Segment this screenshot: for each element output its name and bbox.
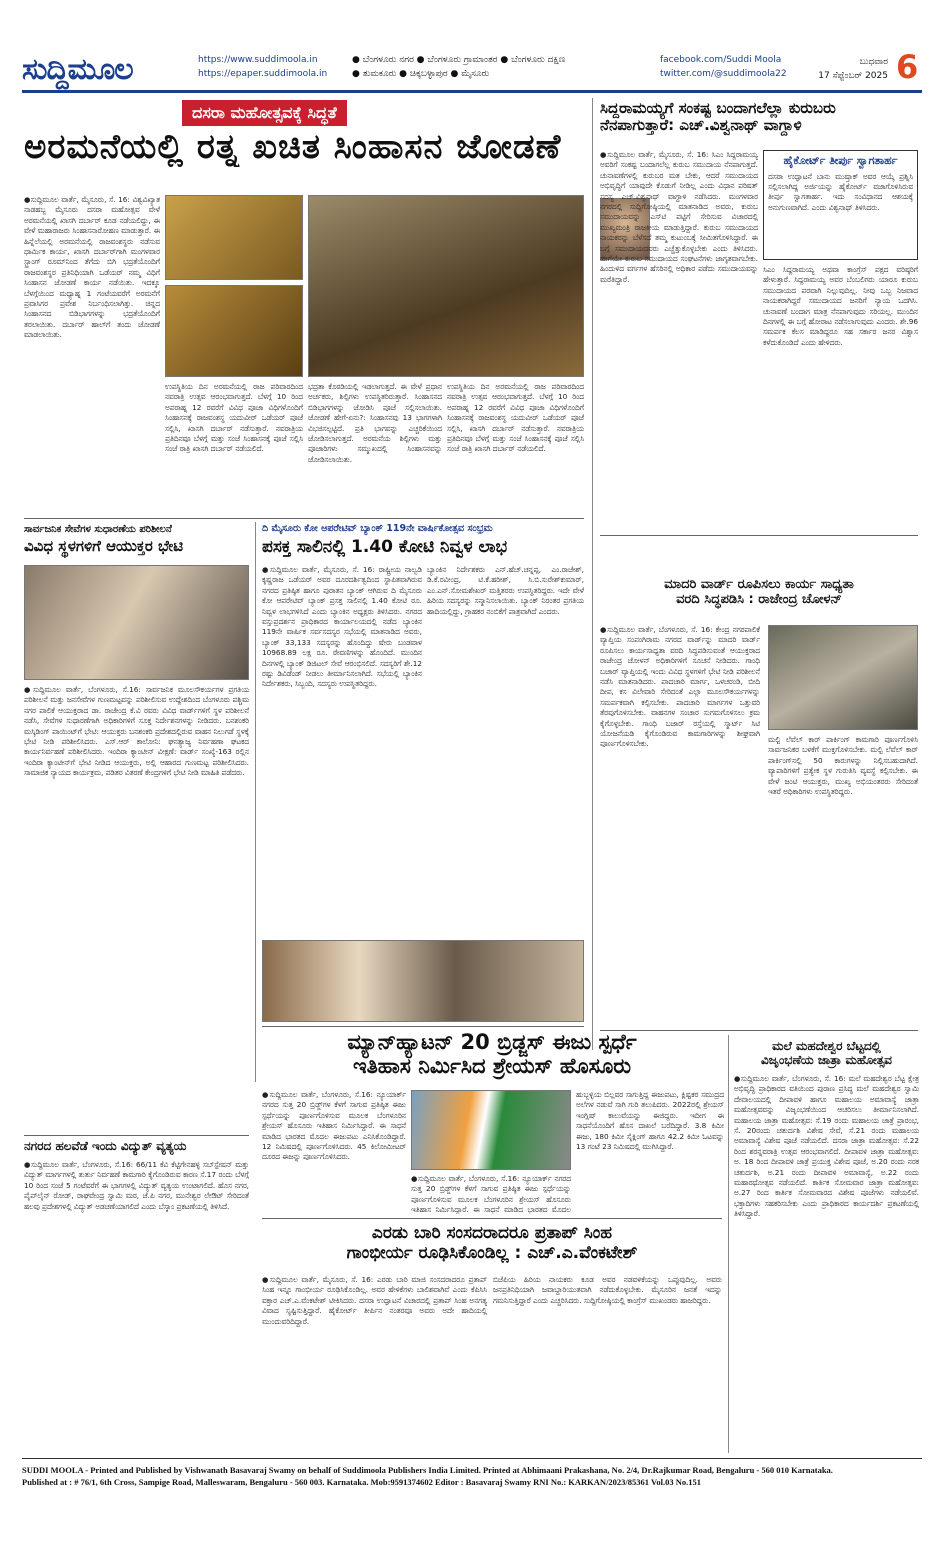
footer-rule	[22, 1458, 922, 1459]
power-text: ●ಸುದ್ದಿಮೂಲ ವಾರ್ತೆ, ಬೆಂಗಳೂರು, ಸೆ.16: 66/11 ಕೆವಿ ಕೆಟ್ಟಿಗೇನಹಳ್ಳಿ ಸಬ್‌ಸ್ಟೇಷನ್ ಮತ್ತು ವಿದ್ಯುತ್ ಮಾರ್ಗಗಳಲ್ಲಿ ತುರ್ತು ನಿರ್ವಹಣೆ ಕಾಮಗಾರಿ ಕೈಗೊಂಡಿರುವ ಕಾರಣ ಸೆ.17 ರಂದು ಬೆಳಗ್ಗೆ 10 ರಿಂದ ಸಂಜೆ 5 ಗಂಟೆವರೆಗೆ ಈ ಭಾಗಗಳಲ್ಲಿ ವಿದ್ಯುತ್ ವ್ಯತ್ಯಯ ಉಂಟಾಗಲಿದೆ. ಹೊಸ ನಗರ, ಪೈಪ್‌ಲೈನ್ ರೋಡ್, ರಾಘವೇಂದ್ರ ಸ್ವಾಮಿ ಮಠ, ಜೆ.ಪಿ ನಗರ, ಮುನೇಶ್ವರ ಲೇಔಟ್ ಸೇರಿದಂತೆ ಹಲವು ಪ್ರದೇಶಗಳಲ್ಲಿ ವಿದ್ಯುತ್ ಅಡಚಣೆಯಾಗಲಿದೆ ಎಂದು ಬೆಸ್ಕಾಂ ಪ್ರಕಟಣೆಯಲ್ಲಿ ತಿಳಿಸಿದೆ.	[24, 1160, 249, 1211]
epaper-link[interactable]: https://epaper.suddimoola.in	[198, 69, 328, 79]
footer-line-1: SUDDI MOOLA - Printed and Published by Vishwanath Basavaraj Swamy on behalf of Suddimoola Publishers India Limited. Printed at Abhimaani Prakashana, No. 2/4, Dr.Rajkumar Road, Bengaluru - 560 010 Karnataka.	[22, 1465, 833, 1475]
high-court-box	[763, 150, 918, 260]
column-rule-1	[592, 98, 593, 558]
site-link[interactable]: https://www.suddimoola.in	[198, 55, 318, 65]
power-headline: ನಗರದ ಹಲವೆಡೆ ಇಂದು ವಿದ್ಯುತ್ ವ್ಯತ್ಯಯ	[24, 1139, 187, 1153]
ward-column-1: ●ಸುದ್ದಿಮೂಲ ವಾರ್ತೆ, ಬೆಂಗಳೂರು, ಸೆ. 16: ಕೇಂದ್ರ ನಗರಪಾಲಿಕೆ ವ್ಯಾಪ್ತಿಯ ಸಂಪಂಗಿರಾಮ ನಗರದ ವಾರ್ಡ್‌ನ್ನು ಮಾದರಿ ವಾರ್ಡ್ ರೂಪಿಸಲು ಕಾರ್ಯಸಾಧ್ಯತಾ ವರದಿ ಸಿದ್ಧಪಡಿಸುವಂತೆ ಆಯುಕ್ತರಾದ ರಾಜೇಂದ್ರ ಚೋಳನ್ ಅಧಿಕಾರಿಗಳಿಗೆ ಸೂಚನೆ ನೀಡಿದರು. ಗಾಂಧಿ ಬಜಾರ್ ವ್ಯಾಪ್ತಿಯಲ್ಲಿ ಇಂದು ವಿವಿಧ ಸ್ಥಳಗಳಿಗೆ ಭೇಟಿ ನೀಡಿ ಪರಿಶೀಲನೆ ನಡೆಸಿ ಮಾತನಾಡಿದರು. ಪಾದಚಾರಿ ಮಾರ್ಗ, ಒಳಚರಂಡಿ, ಬೀದಿ ದೀಪ, ಕಸ ವಿಲೇವಾರಿ ಸೇರಿದಂತೆ ಎಲ್ಲಾ ಮೂಲಸೌಕರ್ಯಗಳನ್ನು ಸಮರ್ಪಕವಾಗಿ ಕಲ್ಪಿಸಬೇಕು. ಪಾದಚಾರಿ ಮಾರ್ಗಗಳ ಒತ್ತುವರಿ ತೆರವುಗೊಳಿಸಬೇಕು. ವಾಹನಗಳ ಸಂಚಾರ ಸುಗಮಗೊಳಿಸಲು ಕ್ರಮ ಕೈಗೊಳ್ಳಬೇಕು. ಗಾಂಧಿ ಬಜಾರ್ ರಸ್ತೆಯಲ್ಲಿ ಸ್ಮಾರ್ಟ್ ಸಿಟಿ ಯೋಜನೆಯಡಿ ಕೈಗೊಂಡಿರುವ ಕಾಮಗಾರಿಗಳನ್ನು ಶೀಘ್ರವಾಗಿ ಪೂರ್ಣಗೊಳಿಸಬೇಕು.	[600, 625, 760, 749]
tax-text: ●ಸುದ್ದಿಮೂಲ ವಾರ್ತೆ, ಬೆಂಗಳೂರು, ಸೆ.16: ಸಾರ್ವಜನಿಕ ಮೂಲಸೌಕರ್ಯಗಳ ಪ್ರಗತಿಯ ಪರಿಶೀಲನೆ ಮತ್ತು ಜನಸೇವೆಗಳ ಗುಣಮಟ್ಟವನ್ನು ಪರಿಶೀಲಿಸುವ ಉದ್ದೇಶದಿಂದ ಬೆಂಗಳೂರು ಪಶ್ಚಿಮ ನಗರ ಪಾಲಿಕೆ ಆಯುಕ್ತರಾದ ಡಾ. ರಾಜೇಂದ್ರ ಕೆ.ವಿ ರವರು ವಿವಿಧ ವಾರ್ಡ್‌ಗಳಿಗೆ ಸ್ಥಳ ಪರಿಶೀಲನೆ ನಡೆಸಿ, ಸೇವೆಗಳ ಸುಧಾರಣೆಗಾಗಿ ಅಧಿಕಾರಿಗಳಿಗೆ ಸೂಕ್ತ ನಿರ್ದೇಶನಗಳನ್ನು ನೀಡಿದರು. ಬನಶಂಕರಿ ಮಸ್ಕಿಡಿಂಗ್ ಪಾಯಿಂಟ್‌ಗೆ ಭೇಟಿ: ಆಯುಕ್ತರು ಬನಶಂಕರಿ ಪ್ರದೇಶದಲ್ಲಿರುವ ವಾಹನ ನಿಲುಗಡೆ ಸ್ಥಳಕ್ಕೆ ಭೇಟಿ ನೀಡಿ ಪರಿಶೀಲಿಸಿದರು. ಎಸ್.ಆರ್ ಕಾಲೋನಿ: ಘನತ್ಯಾಜ್ಯ ನಿರ್ವಹಣಾ ಘಟಕದ ಕಾರ್ಯನಿರ್ವಹಣೆ ಪರಿಶೀಲಿಸಿದರು. ಇಂದಿರಾ ಕ್ಯಾಂಟೀನ್ ವೀಕ್ಷಣೆ: ವಾರ್ಡ್ ಸಂಖ್ಯೆ-163 ರಲ್ಲಿನ ಇಂದಿರಾ ಕ್ಯಾಂಟೀನ್‌ಗೆ ಭೇಟಿ ನೀಡಿದ ಆಯುಕ್ತರು, ಅಲ್ಲಿ ಆಹಾರದ ಗುಣಮಟ್ಟ ಪರಿಶೀಲಿಸಿದರು. ಸಾಮಾಜಿಕ ನ್ಯಾಯದ ಕಾರ್ಯಕ್ರಮ, ಪಡಿತರ ವಿತರಣೆ ಕೇಂದ್ರಗಳಿಗೆ ಭೇಟಿ ನೀಡಿ ಮಾಹಿತಿ ಪಡೆದರು.	[24, 685, 249, 778]
manhattan-column-1: ●ಸುದ್ದಿಮೂಲ ವಾರ್ತೆ, ಬೆಂಗಳೂರು, ಸೆ.16: ನ್ಯೂಯಾರ್ಕ್ ನಗರದ ಸುತ್ತ 20 ಬ್ರಿಡ್ಜ್‌ಗಳ ಕೆಳಗೆ ಸಾಗುವ ಪ್ರತಿಷ್ಠಿತ ಈಜು ಸ್ಪರ್ಧೆಯನ್ನು ಪೂರ್ಣಗೊಳಿಸುವ ಮೂಲಕ ಬೆಂಗಳೂರಿನ ಶ್ರೇಯಸ್ ಹೊಸೂರು ಇತಿಹಾಸ ನಿರ್ಮಿಸಿದ್ದಾರೆ. ಈ ಸಾಧನೆ ಮಾಡಿದ ಭಾರತದ ಮೊದಲ ಈಜುಪಟು ಎನಿಸಿಕೊಂಡಿದ್ದಾರೆ. 12 ನಿಮಿಷದಲ್ಲಿ ಪೂರ್ಣಗೊಳಿಸಿದರು. 45 ಕಿಲೋಮೀಟರ್ ದೂರದ ಈಜನ್ನು ಪೂರ್ಣಗೊಳಿಸಿದರು.	[262, 1090, 406, 1162]
bank-column-1: ●ಸುದ್ದಿಮೂಲ ವಾರ್ತೆ, ಮೈಸೂರು, ಸೆ. 16: ರಾಷ್ಟ್ರೀಯ ನಾಲ್ವಡಿ ಕೃಷ್ಣರಾಜ ಒಡೆಯರ್ ಅವರ ದೂರದರ್ಶಿತ್ವದಿಂದ ಸ್ಥಾಪಿತವಾಗಿರುವ ನಗರದ ಪ್ರತಿಷ್ಠಿತ ಹಾಗೂ ಪುರಾತನ ಬ್ಯಾಂಕ್ ಆಗಿರುವ ದಿ ಮೈಸೂರು ಕೋ ಆಪರೇಟಿವ್ ಬ್ಯಾಂಕ್ ಪ್ರಸಕ್ತ ಸಾಲಿನಲ್ಲಿ 1.40 ಕೋಟಿ ರೂ. ನಿವ್ವಳ ಲಾಭಗಳಿಸಿದೆ ಎಂದು ಬ್ಯಾಂಕಿನ ಅಧ್ಯಕ್ಷರು ತಿಳಿಸಿದರು. ನಗರದ ವಸ್ತುಪ್ರದರ್ಶನ ಪ್ರಾಧಿಕಾರದ ಕಾರ್ಯಾಲಯದಲ್ಲಿ ನಡೆದ ಬ್ಯಾಂಕಿನ 119ನೇ ವಾರ್ಷಿಕ ಸರ್ವಸದಸ್ಯರ ಸಭೆಯಲ್ಲಿ ಮಾತನಾಡಿದ ಅವರು, ಬ್ಯಾಂಕ್ 33,133 ಸದಸ್ಯರನ್ನು ಹೊಂದಿದ್ದು ಷೇರು ಬಂಡವಾಳ 10968.89 ಲಕ್ಷ ರೂ. ಠೇವಣಿಗಳನ್ನು ಹೊಂದಿದೆ. ಮುಂದಿನ ದಿನಗಳಲ್ಲಿ ಬ್ಯಾಂಕ್ ಡಿಜಿಟಲ್ ಸೇವೆ ಆರಂಭಿಸಲಿದೆ. ಸದಸ್ಯರಿಗೆ ಶೇ.12 ರಷ್ಟು ಡಿವಿಡೆಂಡ್ ನೀಡಲು ತೀರ್ಮಾನಿಸಲಾಗಿದೆ. ಸಭೆಯಲ್ಲಿ ಬ್ಯಾಂಕಿನ ನಿರ್ದೇಶಕರು, ಸಿಬ್ಬಂದಿ, ಸದಸ್ಯರು ಉಪಸ್ಥಿತರಿದ್ದರು.	[262, 565, 422, 689]
tax-photo	[24, 565, 249, 680]
lead-column-4: ಉಪಸ್ಥಿತಿಯ ದಿನ ಅರಮನೆಯಲ್ಲಿ ರಾಜ ಪರಿವಾರದಿಂದ ನವರಾತ್ರಿ ಉತ್ಸವ ಆರಂಭವಾಗುತ್ತದೆ. ಬೆಳಗ್ಗೆ 10 ರಿಂದ ಅಪರಾಹ್ನ 12 ರವರೆಗೆ ವಿವಿಧ ಪೂಜಾ ವಿಧಿಗಳೊಂದಿಗೆ ಸಿಂಹಾಸನಕ್ಕೆ ರಾಜವಂಶಸ್ಥ ಯದುವೀರ್ ಒಡೆಯರ್ ಪೂಜೆ ಸಲ್ಲಿಸಿ, ಖಾಸಗಿ ದರ್ಬಾರ್ ನಡೆಸುತ್ತಾರೆ. ನವರಾತ್ರಿಯ ಪ್ರತಿದಿನವೂ ಬೆಳಗ್ಗೆ ಮತ್ತು ಸಂಜೆ ಸಿಂಹಾಸನಕ್ಕೆ ಪೂಜೆ ಸಲ್ಲಿಸಿ ಸಂಜೆ ರಾತ್ರಿ ಖಾಸಗಿ ದರ್ಬಾರ್ ನಡೆಯಲಿದೆ.	[447, 382, 584, 454]
manhattan-headline-line-2: ಇತಿಹಾಸ ನಿರ್ಮಿಸಿದ ಶ್ರೇಯಸ್ ಹೊಸೂರು	[352, 1054, 632, 1079]
pratap-column-1: ●ಸುದ್ದಿಮೂಲ ವಾರ್ತೆ, ಮೈಸೂರು, ಸೆ. 16: ಎರಡು ಬಾರಿ ಮಾಜಿ ಸಂಸದರಾದರೂ ಪ್ರತಾಪ್ ಸಿಂಹ ಇನ್ನೂ ಗಾಂಭೀರ್ಯ ರೂಢಿಸಿಕೊಂಡಿಲ್ಲ. ಅವರ ಹೇಳಿಕೆಗಳು ಬಾಲಿಶವಾಗಿವೆ ಎಂದು ಕೆಪಿಸಿಸಿ ವಕ್ತಾರ ಎಚ್.ಎ.ವೆಂಕಟೇಶ್ ಟೀಕಿಸಿದರು. ದಸರಾ ಉದ್ಘಾಟನೆ ವಿಚಾರದಲ್ಲಿ ಪ್ರತಾಪ್ ಸಿಂಹ ಅನಗತ್ಯ ವಿವಾದ ಸೃಷ್ಟಿಸುತ್ತಿದ್ದಾರೆ. ಹೈಕೋರ್ಟ್ ತೀರ್ಪಿನ ನಂತರವೂ ಅವರು ಅದೇ ಹಾದಿಯಲ್ಲಿ ಮುಂದುವರಿದಿದ್ದಾರೆ.	[262, 1275, 487, 1326]
date-label: 17 ಸೆಪ್ಟೆಂಬರ್ 2025	[818, 71, 888, 81]
masthead-date	[812, 55, 888, 83]
siddu-divider	[600, 535, 918, 536]
manhattan-divider	[262, 1218, 722, 1219]
lead-column-1: ●ಸುದ್ದಿಮೂಲ ವಾರ್ತೆ, ಮೈಸೂರು, ಸೆ. 16: ವಿಶ್ವವಿಖ್ಯಾತ ನಾಡಹಬ್ಬ ಮೈಸೂರು ದಸರಾ ಮಹೋತ್ಸವ ವೇಳೆ ಅರಮನೆಯಲ್ಲಿ ಖಾಸಗಿ ದರ್ಬಾರ್ ಕೂಡ ನಡೆಯಲಿದ್ದು, ಈ ವೇಳೆ ಮಹಾರಾಜರು ಸಿಂಹಾಸನಾರೋಹಣ ಮಾಡುತ್ತಾರೆ. ಈ ಹಿನ್ನೆಲೆಯಲ್ಲಿ ಅರಮನೆಯಲ್ಲಿ ರಾಜವಂಶಸ್ಥರು ನಡೆಸುವ ಧಾರ್ಮಿಕ ಕಾರ್ಯ, ಖಾಸಗಿ ದರ್ಬಾರ್‌ಗಾಗಿ ಮಂಗಳವಾರ ಸ್ಟ್ರಾಂಗ್ ರೂಮ್‌ನಿಂದ ತೆಗೆದು ಬಿಗಿ ಭದ್ರತೆಯೊಂದಿಗೆ ರಾಜವಂಶಸ್ಥರ ಪ್ರತಿನಿಧಿಯಾಗಿ ಒಡೆಯರ್ ನಮ್ಮ ವಿಧಿಗೆ ಸಿಂಹಾಸನ ಜೋಡಣೆ ಕಾರ್ಯ ನಡೆಯಿತು. ಇದಕ್ಕೂ ಬೆಳಗ್ಗೆಯಿಂದ ಮಧ್ಯಾಹ್ನ 1 ಗಂಟೆಯವರೆಗೆ ಅರಮನೆಗೆ ಪ್ರವಾಸಿಗರ ಪ್ರವೇಶ ನಿರ್ಬಂಧಿಸಲಾಗಿತ್ತು. ಚಿನ್ನದ ಸಿಂಹಾಸನದ ಬಿಡಿಭಾಗಗಳನ್ನು ಭದ್ರತೆಯೊಂದಿಗೆ ತರಲಾಯಿತು. ದರ್ಬಾರ್ ಹಾಲ್‌ಗೆ ತಂದು ಜೋಡಣೆ ಮಾಡಲಾಯಿತು.	[24, 195, 160, 340]
siddu-headline-line-1: ಸಿದ್ದರಾಮಯ್ಯಗೆ ಸಂಕಷ್ಟ ಬಂದಾಗಲೆಲ್ಲಾ ಕುರುಬರು	[600, 99, 836, 117]
ward-photo	[768, 625, 918, 730]
siddu-headline-line-2: ನೆನಪಾಗುತ್ತಾರೆ: ಎಚ್.ವಿಶ್ವನಾಥ್ ವಾಗ್ದಾಳಿ	[600, 116, 802, 135]
tax-headline: ವಿವಿಧ ಸ್ಥಳಗಳಿಗೆ ಆಯುಕ್ತರ ಭೇಟಿ	[24, 537, 183, 555]
footer-imprint	[22, 1464, 922, 1488]
column-rule-3	[592, 540, 593, 1050]
ward-headline	[600, 578, 918, 608]
lead-headline: ಅರಮನೆಯಲ್ಲಿ ರತ್ನ ಖಚಿತ ಸಿಂಹಾಸನ ಜೋಡಣೆ	[24, 128, 562, 167]
tax-divider	[24, 1135, 249, 1136]
bank-divider	[262, 1026, 584, 1027]
column-rule-4	[728, 1035, 729, 1453]
twitter-link[interactable]: twitter.com/@suddimoola22	[660, 69, 787, 79]
pratap-column-2: ಬಿಜೆಪಿಯ ಹಿರಿಯ ನಾಯಕರು ಕೂಡ ಅವರ ನಡವಳಿಕೆಯನ್ನು ಒಪ್ಪುವುದಿಲ್ಲ. ಅವರು ಜನಪ್ರತಿನಿಧಿಯಾಗಿ ಜವಾಬ್ದಾರಿಯುತವಾಗಿ ನಡೆದುಕೊಳ್ಳಬೇಕು. ಮೈಸೂರಿನ ಜನತೆ ಇದನ್ನು ಗಮನಿಸುತ್ತಿದ್ದಾರೆ ಎಂದು ಎಚ್ಚರಿಸಿದರು. ಸುದ್ದಿಗೋಷ್ಠಿಯಲ್ಲಿ ಕಾಂಗ್ರೆಸ್ ಮುಖಂಡರು ಹಾಜರಿದ್ದರು.	[493, 1275, 722, 1305]
masthead-rule	[22, 90, 922, 93]
page-number: 6	[896, 48, 919, 86]
lead-column-2: ಉಪಸ್ಥಿತಿಯ ದಿನ ಅರಮನೆಯಲ್ಲಿ ರಾಜ ಪರಿವಾರದಿಂದ ನವರಾತ್ರಿ ಉತ್ಸವ ಆರಂಭವಾಗುತ್ತದೆ. ಬೆಳಗ್ಗೆ 10 ರಿಂದ ಅಪರಾಹ್ನ 12 ರವರೆಗೆ ವಿವಿಧ ಪೂಜಾ ವಿಧಿಗಳೊಂದಿಗೆ ಸಿಂಹಾಸನಕ್ಕೆ ರಾಜವಂಶಸ್ಥ ಯದುವೀರ್ ಒಡೆಯರ್ ಪೂಜೆ ಸಲ್ಲಿಸಿ, ಖಾಸಗಿ ದರ್ಬಾರ್ ನಡೆಸುತ್ತಾರೆ. ನವರಾತ್ರಿಯ ಪ್ರತಿದಿನವೂ ಬೆಳಗ್ಗೆ ಮತ್ತು ಸಂಜೆ ಸಿಂಹಾಸನಕ್ಕೆ ಪೂಜೆ ಸಲ್ಲಿಸಿ ಸಂಜೆ ರಾತ್ರಿ ಖಾಸಗಿ ದರ್ಬಾರ್ ನಡೆಯಲಿದೆ.	[165, 382, 303, 454]
lead-divider	[24, 518, 584, 519]
throne-photo-1	[165, 195, 303, 280]
footer-line-2: Published at : # 76/1, 6th Cross, Sampige Road, Malleswaram, Bengaluru - 560 003. Karnataka. Mob:9591374602 Editor : Basavaraj Swamy RNI No.: KARKAN/2023/85361 Vol.03 No.151	[22, 1477, 701, 1487]
ward-headline-line-1: ಮಾದರಿ ವಾರ್ಡ್ ರೂಪಿಸಲು ಕಾರ್ಯ ಸಾಧ್ಯತಾ	[664, 577, 854, 592]
temple-headline-line-1: ಮಲೆ ಮಹದೇಶ್ವರ ಬೆಟ್ಟದಲ್ಲಿ	[772, 1039, 881, 1053]
masthead-social	[660, 53, 787, 81]
siddu-headline	[600, 100, 918, 135]
temple-text: ●ಸುದ್ದಿಮೂಲ ವಾರ್ತೆ, ಬೆಂಗಳೂರು, ಸೆ. 16: ಮಲೆ ಮಹದೇಶ್ವರ ಬೆಟ್ಟ ಕ್ಷೇತ್ರ ಅಭಿವೃದ್ಧಿ ಪ್ರಾಧಿಕಾರದ ವತಿಯಿಂದ ಪುರಾಣ ಪ್ರಸಿದ್ಧ ಮಲೆ ಮಹದೇಶ್ವರ ಸ್ವಾಮಿ ದೇವಾಲಯದಲ್ಲಿ ದೀಪಾವಳಿ ಹಾಗೂ ಮಹಾಲಯ ಅಮಾವಾಸ್ಯೆ ಜಾತ್ರಾ ಮಹೋತ್ಸವವನ್ನು ವಿಜೃಂಭಣೆಯಿಂದ ಆಚರಿಸಲು ತೀರ್ಮಾನಿಸಲಾಗಿದೆ. ಮಹಾಲಯ ಜಾತ್ರಾ ಮಹೋತ್ಸವ: ಸೆ.19 ರಂದು ಮಹಾಲಯ ಜಾತ್ರೆ ಪ್ರಾರಂಭ, ಸೆ. 20ರಂದು ಚತುರ್ದಶಿ ವಿಶೇಷ ಸೇವೆ, ಸೆ.21 ರಂದು ಮಹಾಲಯ ಅಮಾವಾಸ್ಯೆ ವಿಶೇಷ ಪೂಜೆ ನಡೆಯಲಿದೆ. ದಸರಾ ಜಾತ್ರಾ ಮಹೋತ್ಸವ: ಸೆ.22 ರಿಂದ ಶರನ್ನವರಾತ್ರಿ ಉತ್ಸವ ಆರಂಭವಾಗಲಿದೆ. ದೀಪಾವಳಿ ಜಾತ್ರಾ ಮಹೋತ್ಸವ: ಅ. 18 ರಿಂದ ದೀಪಾವಳಿ ಜಾತ್ರೆ ಪ್ರಯುಕ್ತ ವಿಶೇಷ ಪೂಜೆ, ಅ.20 ರಂದು ನರಕ ಚತುರ್ದಶಿ, ಅ.21 ರಂದು ದೀಪಾವಳಿ ಅಮಾವಾಸ್ಯೆ, ಅ.22 ರಂದು ಮಹಾರಥೋತ್ಸವ ನಡೆಯಲಿದೆ. ಕಾರ್ತಿಕ ಸೋಮವಾರ ಜಾತ್ರಾ ಮಹೋತ್ಸವ: ಅ.27 ರಿಂದ ಕಾರ್ತಿಕ ಸೋಮವಾರದ ವಿಶೇಷ ಪೂಜೆಗಳು ನಡೆಯಲಿವೆ. ಭಕ್ತಾದಿಗಳು ಸಹಕರಿಸಬೇಕು ಎಂದು ಪ್ರಾಧಿಕಾರದ ಕಾರ್ಯದರ್ಶಿ ಪ್ರಕಟಣೆಯಲ್ಲಿ ತಿಳಿಸಿದ್ದಾರೆ.	[734, 1074, 919, 1219]
facebook-link[interactable]: facebook.com/Suddi Moola	[660, 55, 782, 65]
pratap-headline-line-1: ಎರಡು ಬಾರಿ ಸಂಸದರಾದರೂ ಪ್ರತಾಪ್ ಸಿಂಹ	[371, 1223, 613, 1243]
tax-kicker: ಸಾರ್ವಜನಿಕ ಸೇವೆಗಳ ಸುಧಾರಣೆಯ ಪರಿಶೀಲನೆ	[24, 524, 172, 535]
masthead-cities	[352, 53, 565, 81]
bank-headline: ಪಸಕ್ತ ಸಾಲಿನಲ್ಲಿ 1.40 ಕೋಟಿ ನಿವ್ವಳ ಲಾಭ	[262, 537, 508, 557]
lead-column-3: ಭದ್ರತಾ ಕೊಠಡಿಯಲ್ಲಿ ಇಡಲಾಗುತ್ತದೆ. ಈ ವೇಳೆ ಪ್ರಧಾನ ಅರ್ಚಕರು, ಶಿಲ್ಪಿಗಳು ಉಪಸ್ಥಿತರಿರುತ್ತಾರೆ. ಸಿಂಹಾಸನದ ಬಿಡಿಭಾಗಗಳನ್ನು ಜೋಡಿಸಿ ಪೂಜೆ ಸಲ್ಲಿಸಲಾಯಿತು. ಜೋಡಣೆ ಹೇಗೆ-ಏನು?: ಸಿಂಹಾಸನವು 13 ಭಾಗಗಳಾಗಿ ವಿಭಜಿಸಲ್ಪಟ್ಟಿದೆ. ಪ್ರತಿ ಭಾಗವನ್ನು ಎಚ್ಚರಿಕೆಯಿಂದ ಜೋಡಿಸಲಾಗುತ್ತದೆ. ಅರಮನೆಯ ಶಿಲ್ಪಿಗಳು ಮತ್ತು ಪೂಜಾರಿಗಳು ಸಮ್ಮುಖದಲ್ಲಿ ಸಿಂಹಾಸನವನ್ನು ಜೋಡಿಸಲಾಯಿತು.	[308, 382, 442, 464]
bank-kicker: ದಿ ಮೈಸೂರು ಕೋ ಆಪರೇಟಿವ್ ಬ್ಯಾಂಕ್ 119ನೇ ವಾರ್ಷಿಕೋತ್ಸವ ಸಂಭ್ರಮ	[262, 523, 493, 534]
siddu-column-1: ●ಸುದ್ದಿಮೂಲ ವಾರ್ತೆ, ಮೈಸೂರು, ಸೆ. 16: ಸಿಎಂ ಸಿದ್ದರಾಮಯ್ಯ ಅವರಿಗೆ ಸಂಕಷ್ಟ ಬಂದಾಗಲೆಲ್ಲ ಕುರುಬ ಸಮುದಾಯ ನೆನಪಾಗುತ್ತದೆ. ಚುನಾವಣೆಗಳಲ್ಲಿ ಕುರುಬರ ಮತ ಬೇಕು, ಆದರೆ ಸಮುದಾಯದ ಅಭಿವೃದ್ಧಿಗೆ ಯಾವುದೇ ಕೊಡುಗೆ ನೀಡಿಲ್ಲ ಎಂದು ವಿಧಾನ ಪರಿಷತ್ ಸದಸ್ಯ ಎಚ್.ವಿಶ್ವನಾಥ್ ವಾಗ್ದಾಳಿ ನಡೆಸಿದರು. ಮಂಗಳವಾರ ನಗರದಲ್ಲಿ ಸುದ್ದಿಗೋಷ್ಠಿಯಲ್ಲಿ ಮಾತನಾಡಿದ ಅವರು, ಕುರುಬ ಸಮುದಾಯವನ್ನು ಎಸ್‌ಟಿ ಪಟ್ಟಿಗೆ ಸೇರಿಸುವ ವಿಚಾರದಲ್ಲಿ ಮುಖ್ಯಮಂತ್ರಿ ರಾಜಕೀಯ ಮಾಡುತ್ತಿದ್ದಾರೆ. ಕುರುಬ ಸಮುದಾಯದ ನಾಯಕರನ್ನು ಬೆಳೆಸದೆ ತಮ್ಮ ಕುಟುಂಬಕ್ಕೆ ಸೀಮಿತಗೊಳಿಸಿದ್ದಾರೆ. ಈ ಬಗ್ಗೆ ಸಮುದಾಯದವರು ಎಚ್ಚೆತ್ತುಕೊಳ್ಳಬೇಕು ಎಂದು ತಿಳಿಸಿದರು. ಹಾಗೆಯೇ ಕುರುಬ ಸಮುದಾಯದ ಸಂಘಟನೆಗಳು ಜಾಗೃತವಾಗಬೇಕು. ಹಿಂದುಳಿದ ವರ್ಗಗಳ ಹೆಸರಿನಲ್ಲಿ ಅಧಿಕಾರ ಪಡೆದು ಸಮುದಾಯವನ್ನು ಮರೆತಿದ್ದಾರೆ.	[600, 150, 758, 284]
throne-photo-2	[165, 285, 303, 377]
manhattan-column-2: ಹುಬ್ಬಳ್ಳಿಯ ಬಿಲ್ಲವರ ಸಾಗುತ್ತಿದ್ದ ಈಜುಪಟು, ಕ್ಲಿಷ್ಟಕರ ಸಮುದ್ರದ ಅಲೆಗಳ ನಡುವೆ ಸಾಗಿ ಗುರಿ ತಲುಪಿದರು. 2022ರಲ್ಲಿ ಶ್ರೇಯಸ್ ಇಂಗ್ಲಿಷ್ ಕಾಲುವೆಯನ್ನು ಈಜಿದ್ದರು. ಇದೀಗ ಈ ಸಾಧನೆಯೊಂದಿಗೆ ಹೊಸ ದಾಖಲೆ ಬರೆದಿದ್ದಾರೆ. 3.8 ಕಿಮೀ ಈಜು, 180 ಕಿಮೀ ಸೈಕ್ಲಿಂಗ್ ಹಾಗೂ 42.2 ಕಿಮೀ ಓಟವನ್ನು 13 ಗಂಟೆ 23 ನಿಮಿಷದಲ್ಲಿ ಮುಗಿಸಿದ್ದಾರೆ.	[576, 1090, 724, 1152]
column-rule-2	[255, 522, 256, 1082]
bank-column-2: ಬ್ಯಾಂಕಿನ ನಿರ್ದೇಶಕರು ಎನ್.ಹೆಚ್.ಚನ್ನಪ್ಪ, ಎಂ.ರಾಜೇಶ್, ಡಿ.ಕೆ.ರವೀಂದ್ರ, ಟಿ.ಕೆ.ಹರೀಶ್, ಸಿ.ಬಿ.ಸುರೇಶ್‌ಕುಮಾರ್, ಎಂ.ಎನ್.ಸೋಮಶೇಖರ್ ಮತ್ತಿತರರು ಉಪಸ್ಥಿತರಿದ್ದರು. ಇದೇ ವೇಳೆ ಹಿರಿಯ ಸದಸ್ಯರನ್ನು ಸನ್ಮಾನಿಸಲಾಯಿತು. ಬ್ಯಾಂಕ್ ನಿರಂತರ ಪ್ರಗತಿಯ ಹಾದಿಯಲ್ಲಿದ್ದು, ಗ್ರಾಹಕರ ನಂಬಿಕೆಗೆ ಪಾತ್ರವಾಗಿದೆ ಎಂದರು.	[427, 565, 584, 616]
manhattan-caption: ●ಸುದ್ದಿಮೂಲ ವಾರ್ತೆ, ಬೆಂಗಳೂರು, ಸೆ.16: ನ್ಯೂಯಾರ್ಕ್ ನಗರದ ಸುತ್ತ 20 ಬ್ರಿಡ್ಜ್‌ಗಳ ಕೆಳಗೆ ಸಾಗುವ ಪ್ರತಿಷ್ಠಿತ ಈಜು ಸ್ಪರ್ಧೆಯನ್ನು ಪೂರ್ಣಗೊಳಿಸುವ ಮೂಲಕ ಬೆಂಗಳೂರಿನ ಶ್ರೇಯಸ್ ಹೊಸೂರು ಇತಿಹಾಸ ನಿರ್ಮಿಸಿದ್ದಾರೆ. ಈ ಸಾಧನೆ ಮಾಡಿದ ಭಾರತದ ಮೊದಲ	[411, 1174, 571, 1214]
swimmer-photo	[411, 1090, 571, 1170]
palace-photo	[308, 195, 584, 377]
cities-line-1: ● ಬೆಂಗಳೂರು ನಗರ ● ಬೆಂಗಳೂರು ಗ್ರಾಮಾಂತರ ● ಬೆಂಗಳೂರು ದಕ್ಷಿಣ	[352, 55, 566, 65]
pratap-headline-line-2: ಗಾಂಭೀರ್ಯ ರೂಢಿಸಿಕೊಂಡಿಲ್ಲ : ಎಚ್.ಎ.ವೆಂಕಟೇಶ್	[346, 1242, 638, 1263]
manhattan-headline	[262, 1030, 722, 1078]
temple-headline-line-2: ವಿಜೃಂಭಣೆಯ ಜಾತ್ರಾ ಮಹೋತ್ಸವ	[760, 1052, 892, 1067]
high-court-text: ದಸರಾ ಉದ್ಘಾಟನೆ ಬಾನು ಮುಷ್ತಾಕ್ ಅವರ ಆಯ್ಕೆ ಪ್ರಶ್ನಿಸಿ ಸಲ್ಲಿಸಲಾಗಿದ್ದ ಅರ್ಜಿಯನ್ನು ಹೈಕೋರ್ಟ್ ವಜಾಗೊಳಿಸಿರುವ ತೀರ್ಪು ಸ್ವಾಗತಾರ್ಹ. ಇದು ಸಂವಿಧಾನದ ಆಶಯಕ್ಕೆ ಅನುಗುಣವಾಗಿದೆ. ಎಂದು ವಿಶ್ವನಾಥ್ ತಿಳಿಸಿದರು.	[768, 171, 913, 212]
ward-headline-line-2: ವರದಿ ಸಿದ್ಧಪಡಿಸಿ : ರಾಜೇಂದ್ರ ಚೋಳನ್	[676, 591, 842, 607]
cities-line-2: ● ತುಮಕೂರು ● ಚಿಕ್ಕಬಳ್ಳಾಪುರ ● ಮೈಸೂರು	[352, 69, 490, 79]
ward-column-2: ಮಲ್ಟಿ ಲೆವೆಲ್ ಕಾರ್ ಪಾರ್ಕಿಂಗ್ ಕಾಮಗಾರಿ ಪೂರ್ಣಗೊಳಿಸಿ ಸಾರ್ವಜನಿಕರ ಬಳಕೆಗೆ ಮುಕ್ತಗೊಳಿಸಬೇಕು. ಮಲ್ಟಿ ಲೆವೆಲ್ ಕಾರ್ ಪಾರ್ಕಿಂಗ್‌ನಲ್ಲಿ 50 ಕಾರುಗಳನ್ನು ನಿಲ್ಲಿಸಬಹುದಾಗಿದೆ. ವ್ಯಾಪಾರಿಗಳಿಗೆ ಪ್ರತ್ಯೇಕ ಸ್ಥಳ ಗುರುತಿಸಿ ವ್ಯವಸ್ಥೆ ಕಲ್ಪಿಸಬೇಕು. ಈ ವೇಳೆ ಜಂಟಿ ಆಯುಕ್ತರು, ಮುಖ್ಯ ಅಭಿಯಂತರರು ಸೇರಿದಂತೆ ಇತರೆ ಅಧಿಕಾರಿಗಳು ಉಪಸ್ಥಿತರಿದ್ದರು.	[768, 735, 918, 797]
temple-headline	[734, 1040, 919, 1068]
day-label: ಬುಧವಾರ	[859, 57, 888, 67]
masthead-links	[198, 53, 327, 81]
bank-photo	[262, 940, 584, 1022]
manhattan-headline-line-1: ಮ್ಯಾನ್‌ಹ್ಯಾಟನ್ 20 ಬ್ರಿಡ್ಜಸ್ ಈಜು ಸ್ಪರ್ಧೆ	[347, 1030, 637, 1054]
siddu-column-2: ಸಿಎಂ ಸಿದ್ದರಾಮಯ್ಯ ಅಥವಾ ಕಾಂಗ್ರೆಸ್ ಪಕ್ಷದ ವರಿಷ್ಠರಿಗೆ ಹೇಳುತ್ತಾರೆ. ಸಿದ್ದರಾಮಯ್ಯ ಅವರ ಬೆಂಬಲಿಗರು ಯಾರೂ ಕುರುಬ ಸಮುದಾಯದ ಪರವಾಗಿ ನಿಲ್ಲುವುದಿಲ್ಲ. ನೀವು ಒಬ್ಬ ನಿಜವಾದ ನಾಯಕರಾಗಿದ್ದರೆ ಸಮುದಾಯದ ಜನರಿಗೆ ನ್ಯಾಯ ಒದಗಿಸಿ. ಚುನಾವಣೆ ಬಂದಾಗ ಮಾತ್ರ ನೆನಪಾಗುವುದು ಸರಿಯಲ್ಲ. ಮುಂದಿನ ದಿನಗಳಲ್ಲಿ ಈ ಬಗ್ಗೆ ಹೋರಾಟ ನಡೆಸಲಾಗುವುದು ಎಂದರು. ಶೇ.96 ಸಮರ್ಪಕ ಕೆಲಸ ಮಾಡಿದ್ದರೂ ಸಹ ಸರ್ಕಾರ ಜನರ ವಿಶ್ವಾಸ ಕಳೆದುಕೊಂಡಿದೆ ಎಂದು ಹೇಳಿದರು.	[763, 265, 918, 347]
high-court-title: ಹೈಕೋರ್ಟ್ ತೀರ್ಪು ಸ್ವಾಗತಾರ್ಹ	[783, 154, 898, 167]
masthead-logo: ಸುದ್ದಿಮೂಲ	[22, 52, 133, 87]
lead-kicker: ದಸರಾ ಮಹೋತ್ಸವಕ್ಕೆ ಸಿದ್ಧತೆ	[182, 100, 347, 126]
pratap-headline	[262, 1224, 722, 1263]
